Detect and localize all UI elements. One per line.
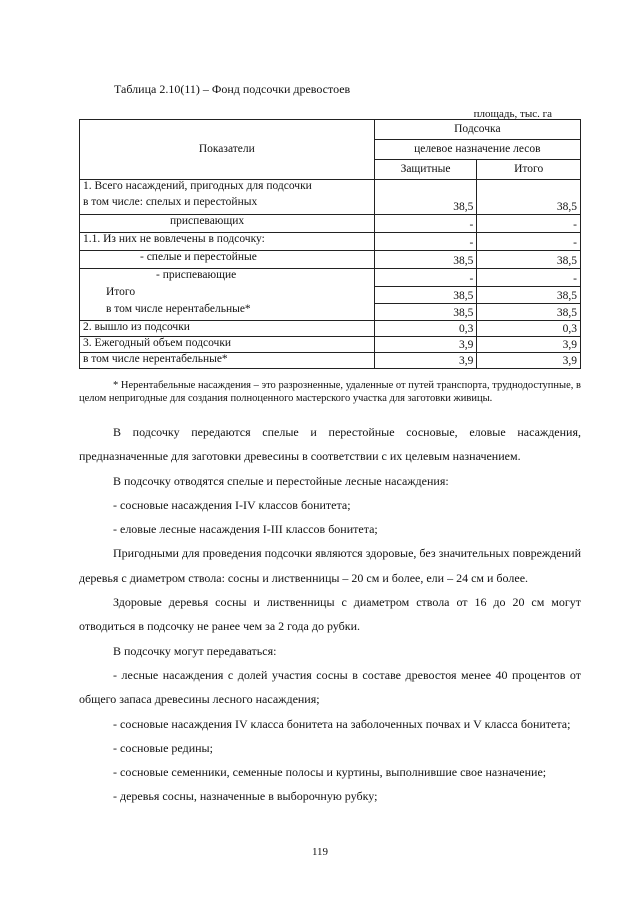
cell-protective: -: [374, 215, 477, 233]
page-number: 119: [311, 846, 329, 858]
row-label: 1. Всего насаждений, пригодных для подсочки: [80, 180, 375, 197]
row-label: приспевающих: [80, 215, 375, 233]
cell-protective: 38,5: [374, 286, 477, 303]
paragraph: В подсочку отводятся спелые и перестойные лесные насаждения:: [113, 473, 449, 488]
paragraph: - сосновые насаждения I-IV классов бонитета;: [113, 497, 351, 512]
cell-protective: 3,9: [374, 337, 477, 353]
table-row: [80, 196, 581, 215]
paragraph: - еловые лесные насаждения I-III классов бонитета;: [113, 522, 378, 537]
paragraph: - сосновые семенники, семенные полосы и куртины, выполнившие свое назначение;: [113, 765, 547, 780]
paragraph: - лесные насаждения с долей участия сосны в составе древостоя менее 40 процентов от общего запаса древесины лесного насаждения;: [79, 667, 581, 707]
table-row: [80, 269, 581, 287]
table-caption: Таблица 2.10(11) – Фонд подсочки древостоев: [114, 82, 351, 96]
paragraph: В подсочку передаются спелые и перестойные сосновые, еловые насаждения, предназначенные для заготовки древесины в соответствии с их целевым назначением.: [79, 425, 581, 464]
cell-total: 38,5: [477, 286, 581, 303]
row-label: в том числе: спелых и перестойных: [80, 196, 375, 215]
row-label: - спелые и перестойные: [80, 251, 375, 269]
table-row: [80, 251, 581, 269]
cell-total: 38,5: [477, 196, 581, 215]
table-row: [80, 180, 581, 197]
row-label: - приспевающие: [80, 269, 375, 287]
cell-protective: 38,5: [374, 303, 477, 321]
cell-total: 3,9: [477, 353, 581, 369]
table-row: [80, 321, 581, 337]
forest-tapping-table: [79, 119, 581, 369]
table-row: [80, 233, 581, 251]
header-purpose: целевое назначение лесов: [374, 140, 580, 160]
table-row: [80, 337, 581, 353]
header-indicators: Показатели: [80, 120, 375, 180]
row-label: 1.1. Из них не вовлечены в подсочку:: [80, 233, 375, 251]
row-label: Итого: [80, 286, 375, 303]
table-row: [80, 303, 581, 321]
header-total: Итого: [477, 160, 581, 180]
footnote: * Нерентабельные насаждения – это разрозненные, удаленные от путей транспорта, труднодоступные, в целом непригодные для создания полноценного мастерского участка для заготовки живицы.: [79, 380, 581, 404]
cell-protective: -: [374, 269, 477, 287]
paragraph: В подсочку могут передаваться:: [113, 643, 277, 658]
unit-label: площадь, тыс. га: [473, 108, 552, 120]
cell-total: -: [477, 233, 581, 251]
cell-protective: -: [374, 233, 477, 251]
paragraph: Здоровые деревья сосны и лиственницы с диаметром ствола от 16 до 20 см могут отводиться в подсочку не ранее чем за 2 года до рубки.: [79, 595, 581, 634]
cell-protective: 3,9: [374, 353, 477, 369]
cell-protective: 38,5: [374, 196, 477, 215]
row-label: в том числе нерентабельные*: [80, 303, 375, 321]
paragraph: - сосновые редины;: [113, 740, 213, 755]
paragraph: - деревья сосны, назначенные в выборочную рубку;: [113, 789, 378, 804]
row-label: в том числе нерентабельные*: [80, 353, 375, 369]
header-protective: Защитные: [374, 160, 477, 180]
row-label: 3. Ежегодный объем подсочки: [80, 337, 375, 353]
cell-protective: [374, 180, 477, 197]
body-text: [79, 420, 581, 809]
cell-total: 3,9: [477, 337, 581, 353]
row-label: 2. вышло из подсочки: [80, 321, 375, 337]
cell-total: 38,5: [477, 251, 581, 269]
cell-protective: 0,3: [374, 321, 477, 337]
table-row: [80, 286, 581, 303]
cell-total: 38,5: [477, 303, 581, 321]
header-tapping: Подсочка: [374, 120, 580, 140]
paragraph: - сосновые насаждения IV класса бонитета на заболоченных почвах и V класса бонитета;: [113, 716, 571, 731]
table-row: [80, 215, 581, 233]
paragraph: Пригодными для проведения подсочки являются здоровые, без значительных повреждений деревья с диаметром ствола: сосны и лиственницы – 20 см и более, ели – 24 см и более.: [79, 546, 581, 585]
table-row: [80, 353, 581, 369]
cell-total: 0,3: [477, 321, 581, 337]
cell-total: [477, 180, 581, 197]
cell-total: -: [477, 215, 581, 233]
cell-protective: 38,5: [374, 251, 477, 269]
cell-total: -: [477, 269, 581, 287]
